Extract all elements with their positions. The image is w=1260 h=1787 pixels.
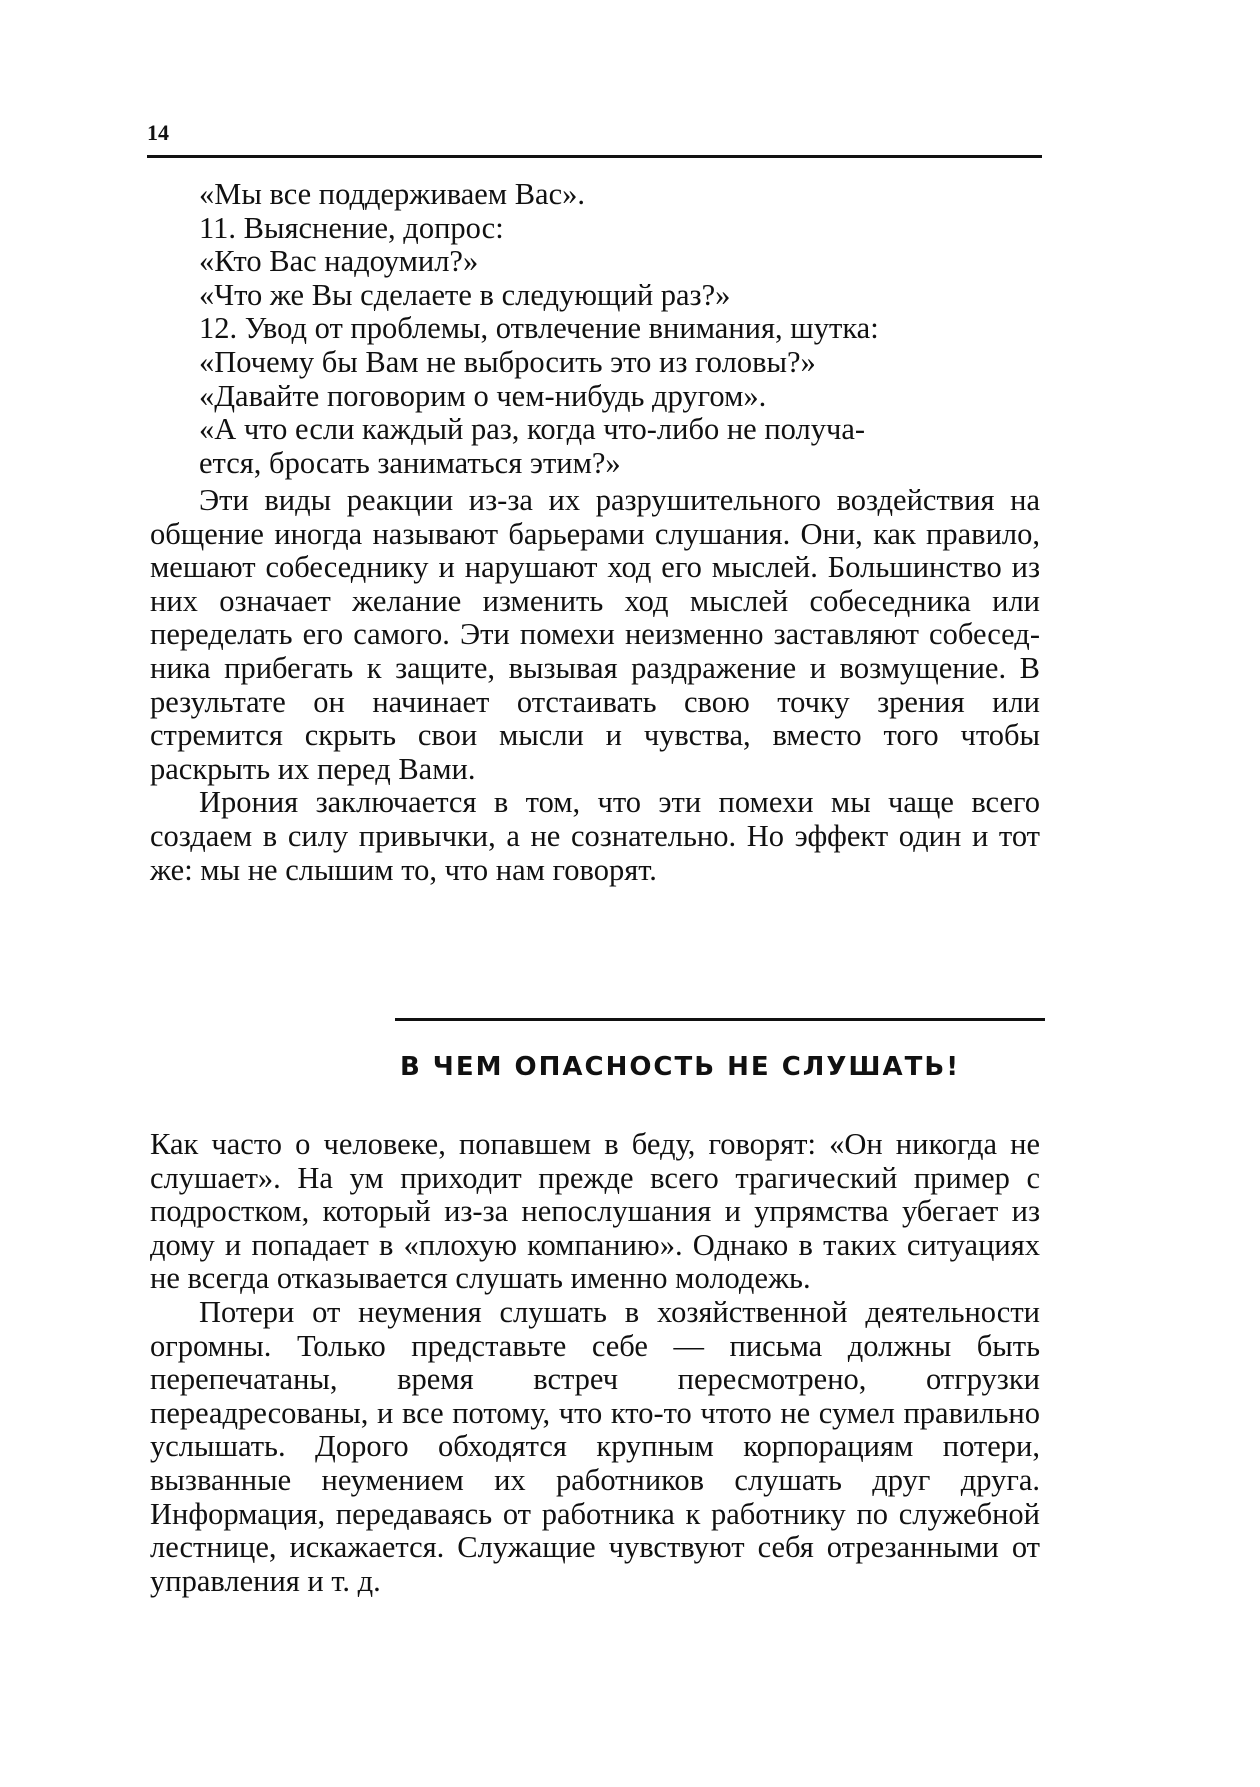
paragraph-irony: Ирония заключается в том, что эти помехи мы чаще всего создаем в силу привычки, а не сознательно. Но эффект один и тот же: мы не слышим то, что нам говорят. bbox=[150, 785, 1040, 887]
page-number: 14 bbox=[147, 120, 169, 145]
paragraph-losses: Потери от неумения слушать в хозяйственной деятельности огромны. Только представьте себе — письма должны быть перепечатаны, время встреч пересмотрено, отгрузки переадресованы, и все потому, что кто-то чтото не сумел правильно услышать. Дорого обходятся крупным корпорациям потери, вызванные неумением их работников слушать друг друга. Информация, передаваясь от работника к работнику по служебной лестнице, искажается. Служащие чувствуют себя отрезанными от управления и т. д. bbox=[150, 1294, 1040, 1598]
list-line: 11. Выяснение, допрос: bbox=[199, 210, 504, 245]
list-line: «Что же Вы сделаете в следующий раз?» bbox=[199, 277, 731, 312]
list-line: «А что если каждый раз, когда что-либо не получа- bbox=[199, 412, 866, 447]
body-text-top bbox=[150, 484, 1040, 887]
section-rule bbox=[395, 1018, 1045, 1021]
list-line: 12. Увод от проблемы, отвлечение внимания, шутка: bbox=[199, 311, 879, 346]
header-rule bbox=[147, 155, 1042, 158]
paragraph-listening-barriers: Эти виды реакции из-за их разрушительного воздействия на общение иногда называют барьерами слушания. Они, как правило, мешают собеседнику и нарушают ход его мыслей. Большинство из них означает желание изменить ход мыслей собеседника или переделать его самого. Эти помехи неизменно заставляют собеседника прибегать к защите, вызывая раздражение и возмущение. В результате он начинает отстаивать свою точку зрения или стремится скрыть свои мысли и чувства, вместо того чтобы раскрыть их перед Вами. bbox=[150, 483, 1040, 786]
list-line-continuation: ется, бросать заниматься этим?» bbox=[199, 445, 621, 480]
list-line: «Мы все поддерживаем Вас». bbox=[199, 177, 585, 211]
list-line: «Давайте поговорим о чем-нибудь другом». bbox=[199, 378, 767, 413]
section-title: В ЧЕМ ОПАСНОСТЬ НЕ СЛУШАТЬ! bbox=[399, 1052, 961, 1082]
list-line: «Почему бы Вам не выбросить это из головы?» bbox=[199, 344, 816, 379]
paragraph-danger: Как часто о человеке, попавшем в беду, говорят: «Он никогда не слушает». На ум приходит прежде всего трагический пример с подростком, который из-за непослушания и упрямства убегает из дому и попадает в «плохую компанию». Однако в таких ситуациях не всегда отказывается слушать именно молодежь. bbox=[150, 1127, 1040, 1296]
list-continuation bbox=[150, 178, 1040, 480]
section-body bbox=[150, 1128, 1040, 1598]
list-line: «Кто Вас надоумил?» bbox=[199, 244, 479, 279]
